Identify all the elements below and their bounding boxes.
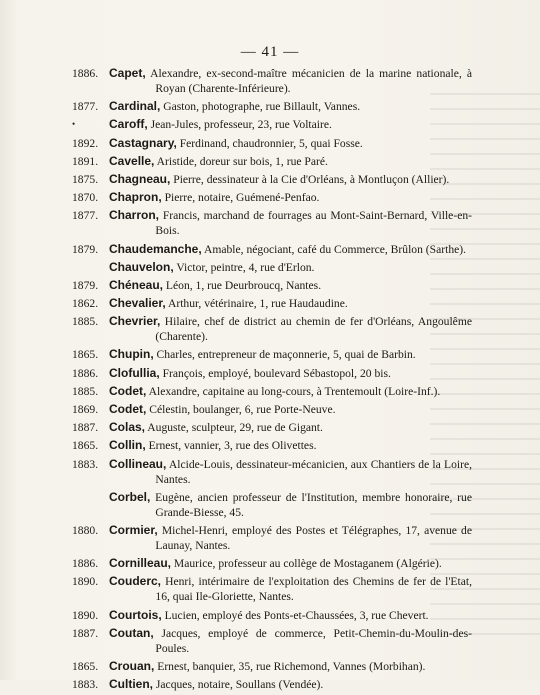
entry-text bbox=[109, 278, 472, 293]
entry-text bbox=[109, 420, 472, 435]
entry-name: Clofullia, bbox=[109, 365, 160, 380]
list-item bbox=[72, 278, 472, 293]
entry-text bbox=[109, 66, 472, 96]
entry-text bbox=[109, 154, 472, 169]
entry-details: Léon, 1, rue Deurbroucq, Nantes. bbox=[163, 278, 322, 292]
list-item bbox=[72, 208, 472, 238]
entry-year: 1880. bbox=[72, 523, 99, 537]
entry-details: Pierre, dessinateur à la Cie d'Orléans, à Montluçon (Allier). bbox=[170, 172, 450, 186]
entry-year: 1892. bbox=[72, 136, 99, 150]
entry-year: 1865. bbox=[72, 348, 99, 362]
entry-text bbox=[109, 208, 472, 238]
entry-year: 1879. bbox=[72, 242, 99, 256]
entry-details: Charles, entrepreneur de maçonnerie, 5, quai de Barbin. bbox=[153, 348, 416, 362]
entry-name: Corbel, bbox=[109, 489, 151, 504]
entry-name: Couderc, bbox=[109, 574, 162, 589]
entry-name: Colas, bbox=[109, 420, 146, 435]
list-item bbox=[72, 260, 472, 275]
entry-year: 1890. bbox=[72, 608, 99, 622]
entry-text bbox=[109, 608, 472, 623]
entry-details: Ernest, vannier, 3, rue des Olivettes. bbox=[145, 439, 317, 453]
entry-details: Eugène, ancien professeur de l'Institution, membre honoraire, rue Grande-Biesse, 45. bbox=[150, 490, 472, 519]
entry-text bbox=[109, 190, 472, 205]
entry-name: Castagnary, bbox=[109, 135, 177, 150]
list-item bbox=[72, 438, 472, 453]
entry-text bbox=[109, 659, 472, 674]
entry-details: Hilaire, chef de district au chemin de fer d'Orléans, Angoulême (Charente). bbox=[155, 315, 472, 344]
entry-details: Maurice, professeur au collège de Mostaganem (Algérie). bbox=[171, 557, 442, 571]
entry-year: 1886. bbox=[72, 67, 99, 80]
entry-year: 1887. bbox=[72, 421, 99, 435]
entry-name: Cornilleau, bbox=[109, 556, 172, 571]
entry-name: Crouan, bbox=[109, 658, 155, 673]
entry-year: 1865. bbox=[72, 439, 99, 453]
entry-name: Cormier, bbox=[109, 522, 158, 537]
entry-year: 1886. bbox=[72, 366, 99, 380]
entry-year: 1883. bbox=[72, 457, 99, 471]
entry-year: 1885. bbox=[72, 384, 99, 398]
entry-name: Caroff, bbox=[109, 117, 148, 132]
entry-name: Chéneau, bbox=[109, 277, 164, 292]
entry-name: Chauvelon, bbox=[109, 259, 174, 274]
entry-details: Jean-Jules, professeur, 23, rue Voltaire. bbox=[147, 118, 332, 132]
entry-year: 1877. bbox=[72, 209, 99, 223]
list-item bbox=[72, 190, 472, 205]
entry-text bbox=[109, 402, 472, 417]
entry-details: François, employé, boulevard Sébastopol, 20 bis. bbox=[159, 366, 391, 380]
entry-name: Chapron, bbox=[109, 190, 162, 205]
entry-details: Célestin, boulanger, 6, rue Porte-Neuve. bbox=[146, 403, 336, 416]
entry-details: Jacques, notaire, Soullans (Vendée). bbox=[153, 678, 324, 692]
entry-year: 1869. bbox=[72, 403, 99, 416]
entry-text bbox=[109, 438, 472, 453]
entry-year bbox=[72, 260, 109, 275]
entry-details: Arthur, vétérinaire, 1, rue Haudaudine. bbox=[165, 297, 348, 311]
entry-details: Lucien, employé des Ponts-et-Chaussées, 3, rue Chevert. bbox=[161, 608, 429, 622]
list-item bbox=[72, 66, 472, 96]
list-item bbox=[72, 457, 472, 487]
entry-year: 1885. bbox=[72, 315, 99, 329]
list-item bbox=[72, 99, 472, 114]
entry-name: Codet, bbox=[109, 402, 147, 416]
entry-name: Cavelle, bbox=[109, 153, 155, 168]
entry-name: Chaudemanche, bbox=[109, 241, 202, 256]
list-item bbox=[72, 296, 472, 311]
entry-year: 1883. bbox=[72, 678, 99, 692]
entry-name: Chevalier, bbox=[109, 296, 166, 311]
entry-text bbox=[109, 172, 472, 187]
entry-text bbox=[109, 490, 472, 520]
entry-text bbox=[109, 136, 472, 151]
entry-year: 1887. bbox=[72, 626, 99, 640]
list-item bbox=[72, 556, 472, 571]
entry-year: 1865. bbox=[72, 659, 99, 673]
entry-text bbox=[109, 347, 472, 362]
entry-name: Coutan, bbox=[109, 625, 154, 640]
list-item bbox=[72, 659, 472, 674]
list-item bbox=[72, 420, 472, 435]
entry-year: 1875. bbox=[72, 172, 99, 186]
list-item bbox=[72, 677, 472, 692]
entry-name: Cultien, bbox=[109, 677, 153, 692]
bullet-marker: • bbox=[72, 119, 76, 130]
entry-details: Jacques, employé de commerce, Petit-Chemin-du-Moulin-des-Poules. bbox=[153, 626, 472, 655]
entry-year: 1891. bbox=[72, 154, 99, 168]
entry-year: 1890. bbox=[72, 575, 99, 589]
entry-details: Pierre, notaire, Guémené-Penfao. bbox=[161, 191, 320, 205]
entry-year: 1879. bbox=[72, 278, 99, 292]
entry-details: Alexandre, ex-second-maître mécanicien de la marine nationale, à Royan (Charente-Inférieure). bbox=[145, 67, 472, 95]
entry-text bbox=[109, 574, 472, 604]
entry-details: Victor, peintre, 4, rue d'Erlon. bbox=[173, 260, 315, 274]
list-item bbox=[72, 574, 472, 604]
entry-text bbox=[109, 296, 472, 311]
entry-text bbox=[109, 242, 472, 257]
entry-name: Chevrier, bbox=[109, 314, 161, 329]
entry-name: Collineau, bbox=[109, 456, 167, 471]
list-item bbox=[72, 366, 472, 381]
entry-year: 1886. bbox=[72, 557, 99, 571]
entry-name: Chagneau, bbox=[109, 171, 171, 186]
list-item bbox=[72, 117, 472, 132]
entry-details: Alcide-Louis, dessinateur-mécanicien, aux Chantiers de la Loire, Nantes. bbox=[155, 457, 472, 486]
entry-text bbox=[109, 117, 472, 132]
entry-year: 1877. bbox=[72, 100, 99, 114]
page-number: — 41 — bbox=[240, 44, 300, 60]
entry-text bbox=[109, 626, 472, 656]
entry-name: Courtois, bbox=[109, 607, 162, 622]
entry-text bbox=[109, 260, 472, 275]
entry-text bbox=[109, 99, 472, 114]
entry-name: Collin, bbox=[109, 438, 146, 453]
list-item bbox=[72, 384, 472, 399]
entry-details: Michel-Henri, employé des Postes et Télégraphes, 17, avenue de Launay, Nantes. bbox=[155, 523, 472, 552]
entry-name: Charron, bbox=[109, 208, 160, 223]
entry-name: Cardinal, bbox=[109, 99, 161, 114]
entry-details: Gaston, photographe, rue Billault, Vannes. bbox=[160, 100, 361, 114]
list-item bbox=[72, 242, 472, 257]
entry-details: Henri, intérimaire de l'exploitation des Chemins de fer de l'Etat, 16, quai Ile-Gloriette, Nantes. bbox=[155, 575, 472, 604]
entry-name: Chupin, bbox=[109, 347, 154, 362]
entry-text bbox=[109, 314, 472, 344]
list-item bbox=[72, 136, 472, 151]
list-item bbox=[72, 154, 472, 169]
entry-details: Amable, négociant, café du Commerce, Brûlon (Sarthe). bbox=[201, 242, 467, 256]
list-item bbox=[72, 523, 472, 553]
entry-details: Auguste, sculpteur, 29, rue de Gigant. bbox=[145, 421, 323, 435]
entry-text bbox=[109, 366, 472, 381]
entry-name: Codet, bbox=[109, 383, 147, 398]
list-item bbox=[72, 608, 472, 623]
entry-year: 1862. bbox=[72, 297, 99, 311]
member-list bbox=[72, 66, 472, 695]
entry-details: Aristide, doreur sur bois, 1, rue Paré. bbox=[154, 154, 328, 168]
entry-year bbox=[72, 490, 109, 520]
entry-year: 1870. bbox=[72, 191, 99, 205]
entry-text bbox=[109, 677, 472, 692]
entry-details: Francis, marchand de fourrages au Mont-Saint-Bernard, Ville-en-Bois. bbox=[155, 209, 472, 238]
list-item bbox=[72, 347, 472, 362]
list-item bbox=[72, 314, 472, 344]
list-item bbox=[72, 490, 472, 520]
list-item bbox=[72, 626, 472, 656]
entry-name: Capet, bbox=[109, 66, 146, 80]
entry-details: Ferdinand, chaudronnier, 5, quai Fosse. bbox=[176, 136, 363, 150]
entry-text bbox=[109, 523, 472, 553]
entry-text bbox=[109, 384, 472, 399]
entry-details: Ernest, banquier, 35, rue Richemond, Vannes (Morbihan). bbox=[154, 659, 426, 673]
list-item bbox=[72, 172, 472, 187]
entry-text bbox=[109, 556, 472, 571]
entry-details: Alexandre, capitaine au long-cours, à Trentemoult (Loire-Inf.). bbox=[146, 384, 441, 398]
entry-text bbox=[109, 457, 472, 487]
list-item bbox=[72, 402, 472, 417]
